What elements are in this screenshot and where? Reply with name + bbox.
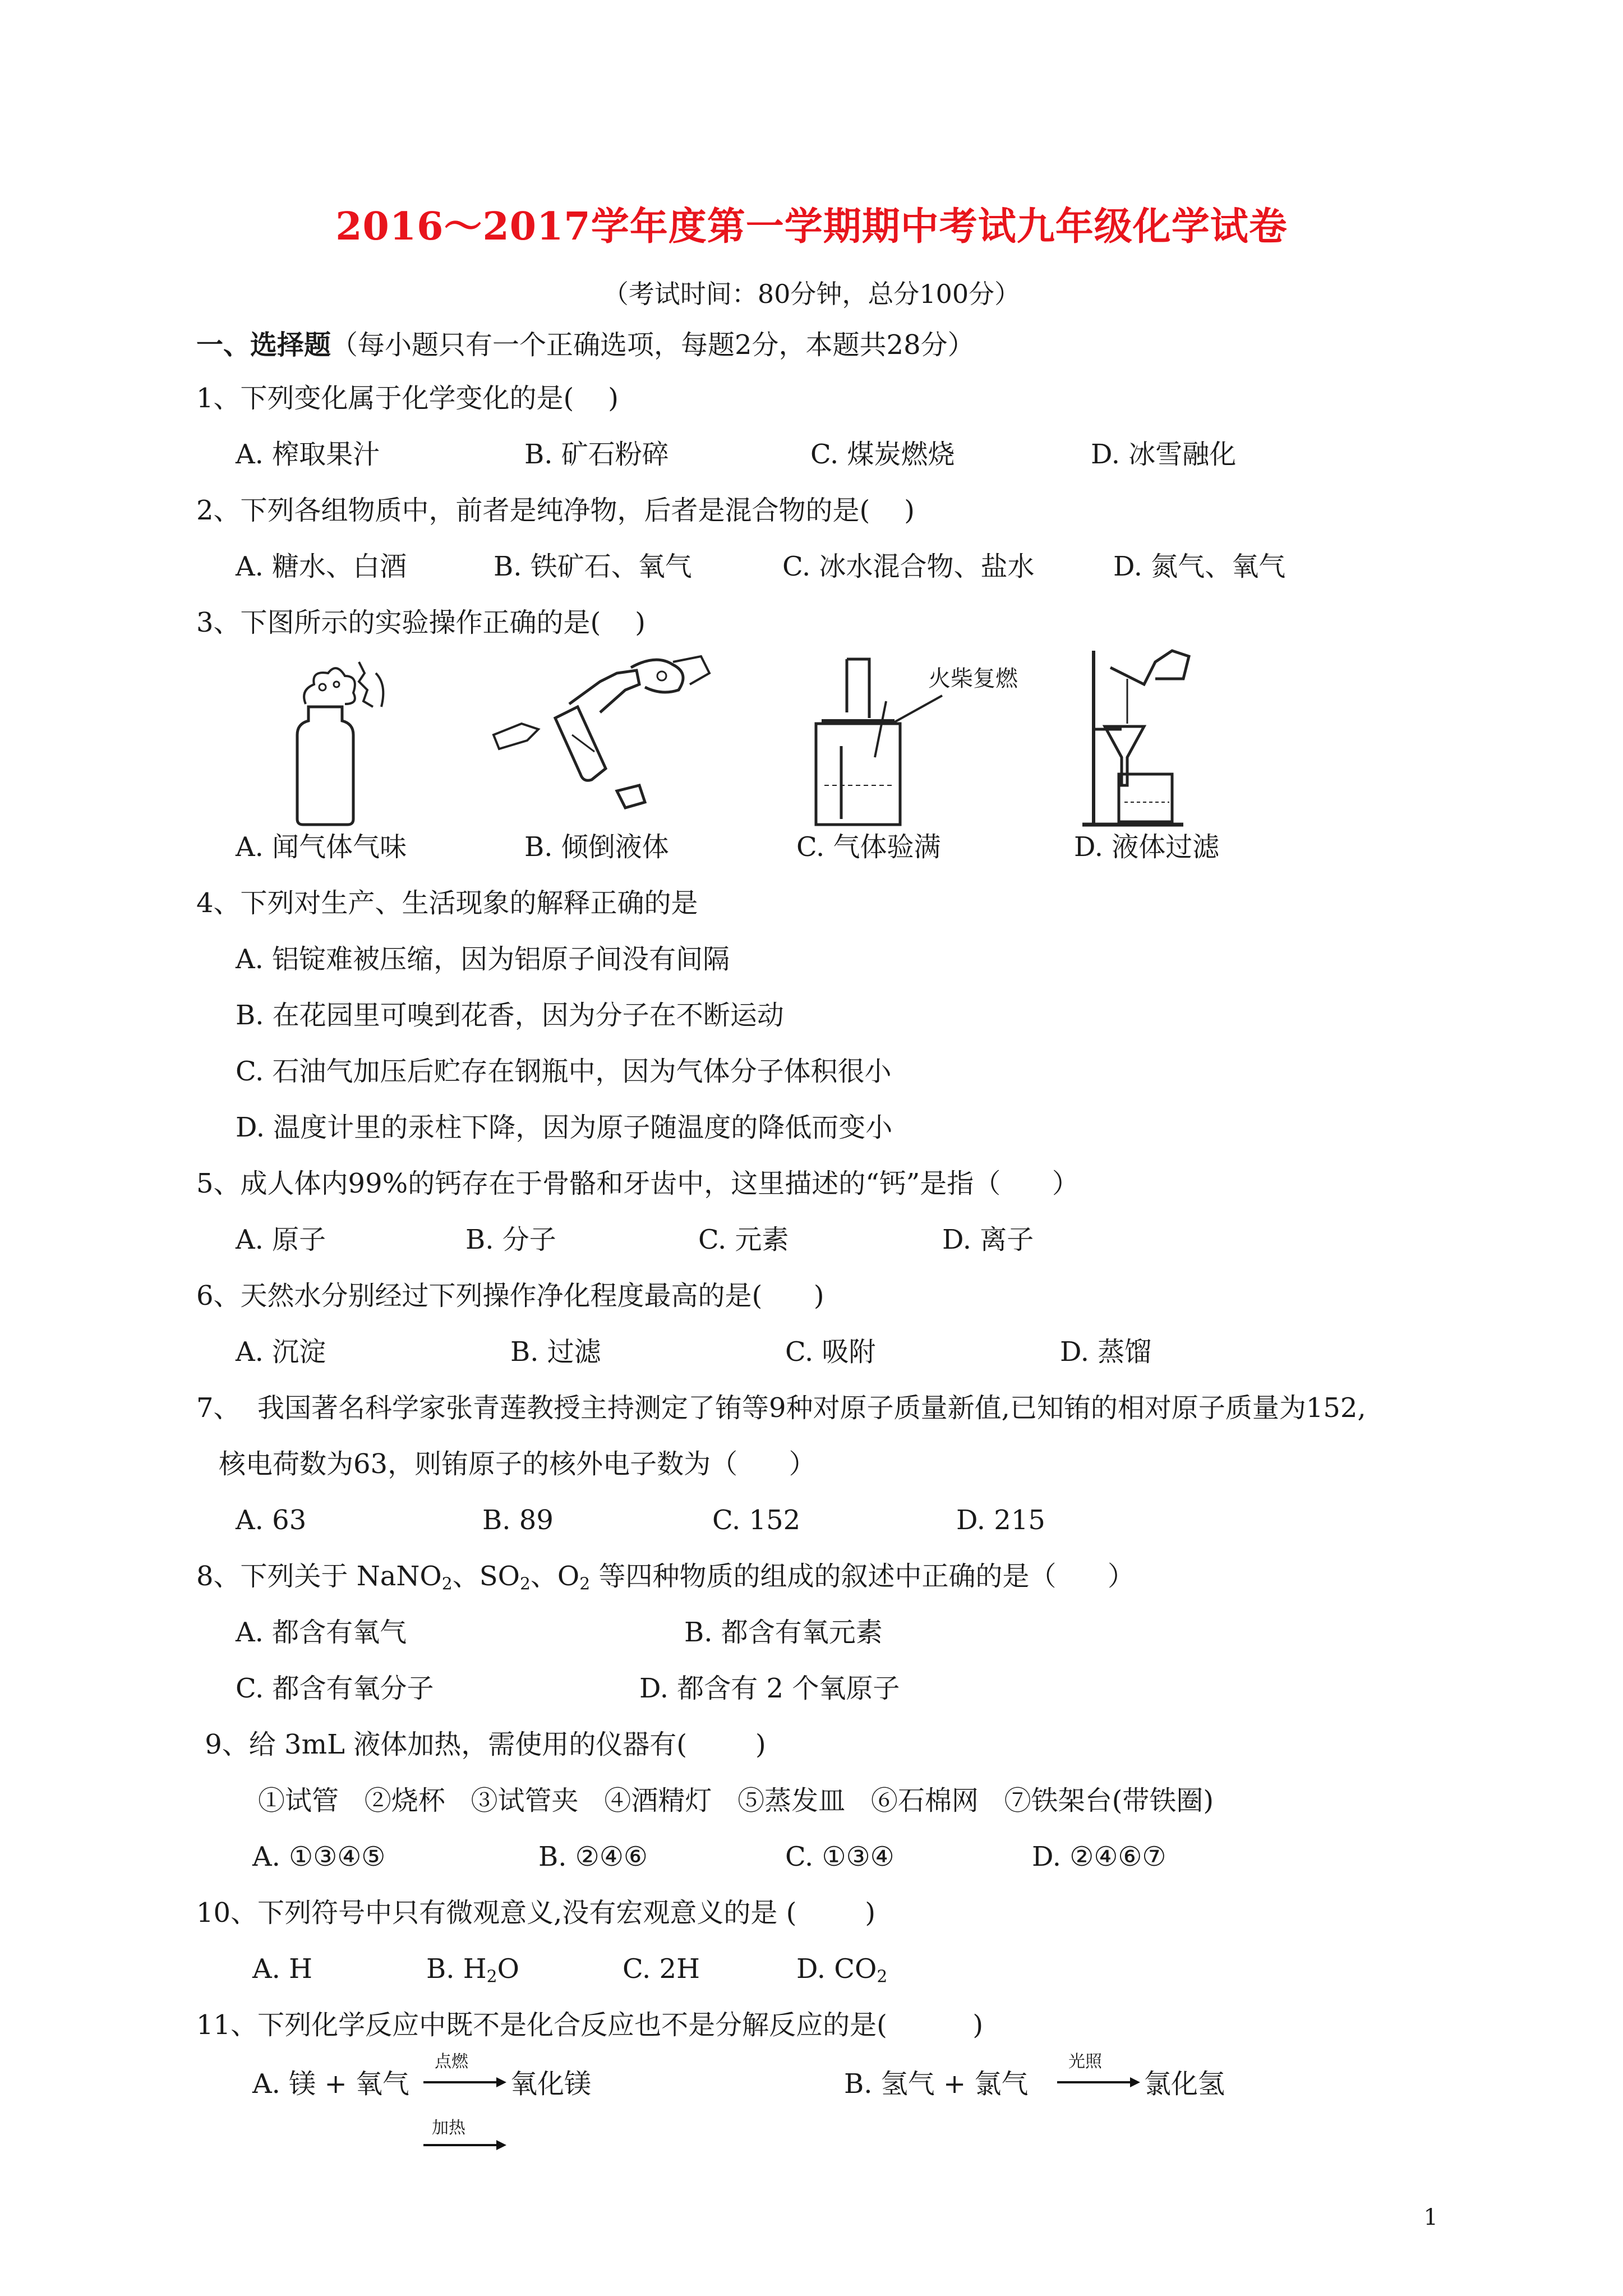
- q7-option-d: D. 215: [956, 1504, 1045, 1536]
- q9-stem: 9、给 3mL 液体加热，需使用的仪器有( ): [196, 1729, 766, 1760]
- q5-stem: 5、成人体内99%的钙存在于骨骼和牙齿中，这里描述的“钙”是指（ ）: [196, 1168, 1079, 1199]
- q8-stem-pre: 8、下列关于 NaNO: [196, 1561, 442, 1592]
- q1-option-c: C. 煤炭燃烧: [810, 439, 955, 470]
- q2-option-d: D. 氮气、氧气: [1113, 551, 1286, 582]
- q4-option-b: B. 在花园里可嗅到花香，因为分子在不断运动: [236, 1000, 784, 1031]
- q8-option-b: B. 都含有氧元素: [684, 1617, 883, 1648]
- q5-option-a: A. 原子: [236, 1224, 326, 1255]
- q3-option-d: D. 液体过滤: [1074, 831, 1220, 863]
- section-heading: [196, 328, 975, 362]
- q8-sep2: 、O: [530, 1561, 580, 1592]
- q11-option-b-condition: 光照: [1068, 2052, 1102, 2072]
- figure-smell-gas: [275, 651, 404, 830]
- section-note: （每小题只有一个正确选项，每题2分，本题共28分）: [331, 329, 975, 361]
- q4-option-c: C. 石油气加压后贮存在钢瓶中，因为气体分子体积很小: [236, 1056, 892, 1087]
- q11-option-c-condition: 加热: [432, 2118, 465, 2138]
- q8-option-c: C. 都含有氧分子: [236, 1673, 434, 1704]
- exam-title: 2016～2017学年度第一学期期中考试九年级化学试卷: [335, 204, 1288, 249]
- exam-subtitle: （考试时间：80分钟，总分100分）: [602, 279, 1021, 309]
- figure-c-pointer: [886, 693, 948, 726]
- q3-stem: 3、下图所示的实验操作正确的是( ): [196, 607, 646, 638]
- q8-stem-post: 等四种物质的组成的叙述中正确的是（ ）: [590, 1561, 1135, 1592]
- q7-option-c: C. 152: [712, 1504, 801, 1536]
- q10-option-b-post: O: [497, 1953, 519, 1985]
- figure-c-label: 火柴复燃: [928, 666, 1018, 692]
- q2-option-a: A. 糖水、白酒: [236, 551, 407, 582]
- q10-option-a: A. H: [252, 1953, 313, 1985]
- q1-option-a: A. 榨取果汁: [236, 439, 380, 470]
- q10-option-b-pre: B. H: [426, 1953, 487, 1985]
- q3-option-b: B. 倾倒液体: [524, 831, 669, 863]
- q9-option-a: A. ①③④⑤: [252, 1841, 386, 1872]
- q6-stem: 6、天然水分别经过下列操作净化程度最高的是( ): [196, 1280, 824, 1312]
- q6-option-c: C. 吸附: [785, 1336, 876, 1368]
- q11-option-a-product: 氧化镁: [510, 2068, 592, 2100]
- q10-option-b-sub: 2: [486, 1967, 497, 1987]
- q2-option-b: B. 铁矿石、氧气: [494, 551, 692, 582]
- q8-option-d: D. 都含有 2 个氧原子: [639, 1673, 900, 1704]
- q9-option-d: D. ②④⑥⑦: [1032, 1841, 1166, 1872]
- q11-option-a-arrow: [423, 2076, 508, 2089]
- q10-option-d: [796, 1952, 887, 1994]
- q10-option-d-pre: D. CO: [796, 1953, 877, 1985]
- section-title: 一、选择题: [196, 329, 331, 361]
- q6-option-b: B. 过滤: [510, 1336, 601, 1368]
- q7-option-b: B. 89: [482, 1504, 554, 1536]
- q2-stem: 2、下列各组物质中，前者是纯净物，后者是混合物的是( ): [196, 495, 915, 526]
- q11-option-b-product: 氯化氢: [1144, 2068, 1225, 2100]
- q2-option-c: C. 冰水混合物、盐水: [782, 551, 1035, 582]
- q8-sub1: 2: [441, 1574, 453, 1594]
- q10-stem: 10、下列符号中只有微观意义,没有宏观意义的是 ( ): [196, 1897, 876, 1929]
- q11-option-a-reactants: A. 镁 + 氧气: [252, 2068, 409, 2100]
- figure-filtration: [1071, 645, 1195, 830]
- q10-option-d-sub: 2: [877, 1967, 888, 1987]
- q11-option-b-reactants: B. 氢气 + 氯气: [844, 2068, 1029, 2100]
- q3-option-a: A. 闻气体气味: [236, 831, 407, 863]
- q10-option-b: [426, 1952, 519, 1994]
- q4-option-a: A. 铝锭难被压缩，因为铝原子间没有间隔: [236, 944, 730, 975]
- q8-sub3: 2: [579, 1574, 591, 1594]
- q7-stem-line1: 7、 我国著名科学家张青莲教授主持测定了铕等9种对原子质量新值,已知铕的相对原子质量为152,: [196, 1392, 1366, 1424]
- q11-option-a-condition: 点燃: [435, 2052, 468, 2072]
- q11-option-b-arrow: [1057, 2076, 1141, 2089]
- q8-sep1: 、SO: [452, 1561, 520, 1592]
- q1-option-b: B. 矿石粉碎: [524, 439, 669, 470]
- q9-option-c: C. ①③④: [785, 1841, 895, 1872]
- page-number: 1: [1423, 2205, 1438, 2230]
- q1-option-d: D. 冰雪融化: [1091, 439, 1237, 470]
- q10-option-c: C. 2H: [623, 1953, 700, 1985]
- q9-option-b: B. ②④⑥: [538, 1841, 648, 1872]
- q1-stem: 1、下列变化属于化学变化的是( ): [196, 383, 619, 414]
- figure-pour-liquid: [488, 651, 712, 819]
- q4-option-d: D. 温度计里的汞柱下降，因为原子随温度的降低而变小: [236, 1112, 893, 1143]
- q3-option-c: C. 气体验满: [796, 831, 941, 863]
- q5-option-b: B. 分子: [465, 1224, 556, 1255]
- q8-sub2: 2: [519, 1574, 531, 1594]
- q6-option-a: A. 沉淀: [236, 1336, 326, 1368]
- q11-stem: 11、下列化学反应中既不是化合反应也不是分解反应的是( ): [196, 2009, 984, 2041]
- q7-option-a: A. 63: [236, 1504, 307, 1536]
- q11-option-c-arrow: [423, 2138, 508, 2152]
- q5-option-d: D. 离子: [942, 1224, 1034, 1255]
- figure-gas-test: [808, 656, 909, 830]
- q7-stem-line2: 核电荷数为63，则铕原子的核外电子数为（ ）: [219, 1448, 816, 1480]
- q9-items: ①试管 ②烧杯 ③试管夹 ④酒精灯 ⑤蒸发皿 ⑥石棉网 ⑦铁架台(带铁圈): [258, 1785, 1214, 1816]
- q8-option-a: A. 都含有氧气: [236, 1617, 407, 1648]
- q5-option-c: C. 元素: [698, 1224, 789, 1255]
- q4-stem: 4、下列对生产、生活现象的解释正确的是: [196, 887, 698, 919]
- q6-option-d: D. 蒸馏: [1060, 1336, 1152, 1368]
- q8-stem: [196, 1559, 1135, 1601]
